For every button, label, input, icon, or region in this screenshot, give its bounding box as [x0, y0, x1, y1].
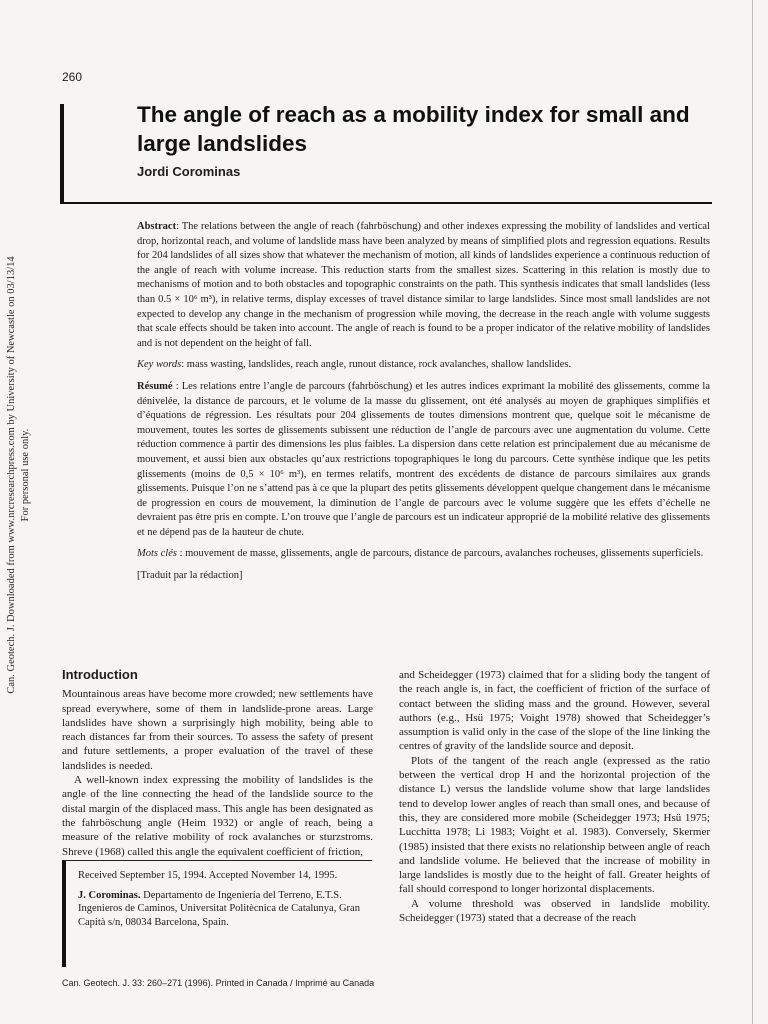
page-number: 260 [62, 70, 83, 84]
column-right [399, 668, 710, 925]
received-footnote-box [62, 860, 372, 967]
received-dates: Received September 15, 1994. Accepted November 14, 1995. [78, 870, 338, 881]
keywords-paragraph [137, 358, 710, 373]
journal-footer: Can. Geotech. J. 33: 260–271 (1996). Printed in Canada / Imprimé au Canada [62, 978, 375, 988]
watermark-line-2: For personal use only. [20, 428, 31, 522]
intro-paragraph-5: A volume threshold was observed in landslide mobility. Scheidegger (1973) stated that a decrease of the reach [399, 897, 710, 925]
resume-text: : Les relations entre l’angle de parcours (fahrböschung) et les autres indices exprimant la mobilité des glissements, comme la dénivelée, la distance de parcours, et le volume de la masse du glissement, ont été analysés au moyen de graphiques simplifiés et d’équations de régression. Les résultats pour 204 glissements de toutes dimensions montrent que, quelque soit le mécanisme de mouvement, toutes les sortes de glissements subissent une réduction de l’angle de parcours avec une augmentation du volume. Cette réduction commence à partir des dimensions les plus faibles. La dispersion dans cette relation est principalement due au mécanisme de mouvement, et aussi bien aux obstacles qu’aux restrictions topographiques le long du parcours. Cette synthèse indique que les petits glissements (moins de 0,5 × 10⁶ m³), en termes relatifs, montrent des excédents de distance de parcours similaires aux grands glissements. Puisque l’on ne s’attend pas à ce que la plupart des petits glissements développent quelque changement dans le mécanisme de progression en cours de mouvement, la diminution de l’angle de parcours avec le volume suggère que les effets d’échelle ne devraient pas être pris en compte. L’on trouve que l’angle de parcours est un indicateur approprié de la mobilité relative des glissements et ne dépend pas de la hauteur de chute. [137, 380, 710, 538]
paper-title: The angle of reach as a mobility index for small and large landslides [137, 102, 690, 156]
section-heading-introduction: Introduction [62, 667, 138, 682]
affiliation-text: Departamento de Ingeniería del Terreno, E.T.S. Ingenieros de Caminos, Universitat Politècnica de Catalunya, Gran Capità s/n, 08034 Barcelona, Spain. [78, 889, 360, 928]
affiliation-author-label: J. Corominas. [78, 889, 141, 901]
intro-paragraph-2: A well-known index expressing the mobility of landslides is the angle of the line connecting the head of the landslide source to the distal margin of the displaced mass. This angle has been designated as the fahrböschung angle (Heim 1932) or angle of reach, being a measure of the relative mobility of rock avalanches or sturzstroms. Shreve (1968) called this angle the equivalent coefficient of friction, [62, 774, 373, 858]
column-left [62, 668, 373, 859]
translation-note: [Traduit par la rédaction] [137, 570, 243, 582]
intro-paragraph-1: Mountainous areas have become more crowded; new settlements have spread everywhere, some of them in landslide-prone areas. Large landslides have shown a surprisingly high mobility, being able to reach distances far from their sources. To assess the safety of present and future settlements, a proper evaluation of the travel of these landslides is needed. [62, 688, 373, 772]
watermark-line-1: Can. Geotech. J. Downloaded from www.nrcresearchpress.com by University of Newcastle on 03/13/14 [6, 256, 17, 694]
abstract-block [137, 220, 710, 591]
author-affiliation [78, 889, 368, 930]
resume-paragraph [137, 380, 710, 541]
intro-paragraph-3: and Scheidegger (1973) claimed that for a sliding body the tangent of the reach angle is, in fact, the coefficient of friction of the surface of contact between the sliding mass and the ground. However, several authors (e.g., Hsü 1975; Voight 1978) showed that Scheidegger’s assumption is valid only in the case of the slope of the line linking the centres of gravity of the landslide source and deposit. [399, 669, 710, 753]
intro-paragraph-4: Plots of the tangent of the reach angle (expressed as the ratio between the vertical drop H and the horizontal projection of the distance L) versus the landslide volume show that large landslides tend to develop lower angles of reach than small ones, and because of this, they are considered more mobile (Scheidegger 1973; Hsü 1975; Lucchitta 1978; Li 1983; Voight et al. 1983). Conversely, Skermer (1985) insisted that there exists no relationship between angle of reach and landslide volume. He believed that the increase of mobility in large landslides is mostly due to the height of fall. Greater heights of fall should correspond to longer horizontal displacements. [399, 754, 710, 896]
abstract-text: : The relations between the angle of reach (fahrböschung) and other indexes expressing the mobility of landslides and vertical drop, horizontal reach, and volume of landslide mass have been analyzed by means of simplified plots and regression equations. Results for 204 landslides of all sizes show that whatever the mechanism of motion, all kinds of landslides experience a continuous reduction of the angle of reach with volume increase. This reduction starts from the smallest sizes. Scattering in this relation is mostly due to mechanisms of motion and to both obstacles and topographic constraints on the path. This synthesis indicates that small landslides (less than 0.5 × 10⁶ m³), in relative terms, display excesses of travel distance similar to large landslides. Since most small landslides are not expected to develop any change in the mechanism of progression while moving, the decrease in the reach angle with volume suggests that scale effects should be taken into account. The angle of reach is found to be a proper indicator of the relative mobility of landslides and is not dependent on the height of fall. [137, 221, 710, 349]
mots-cles-text: : mouvement de masse, glissements, angle de parcours, distance de parcours, avalanches rocheuses, glissements superficiels. [176, 548, 704, 560]
mots-cles-label: Mots clés [137, 548, 177, 560]
download-watermark [5, 220, 35, 730]
title-rule-horizontal [60, 202, 712, 204]
keywords-text: : mass wasting, landslides, reach angle, runout distance, rock avalanches, shallow landslides. [181, 359, 572, 371]
mots-cles-paragraph [137, 547, 710, 562]
keywords-label: Key words [137, 359, 182, 371]
abstract-paragraph [137, 220, 710, 351]
scan-edge-line [752, 0, 753, 1024]
author-name: Jordi Corominas [137, 164, 241, 179]
title-rule-vertical [60, 104, 64, 204]
resume-label: Résumé [137, 380, 173, 392]
abstract-label: Abstract [137, 221, 177, 232]
received-footnote [78, 869, 368, 935]
